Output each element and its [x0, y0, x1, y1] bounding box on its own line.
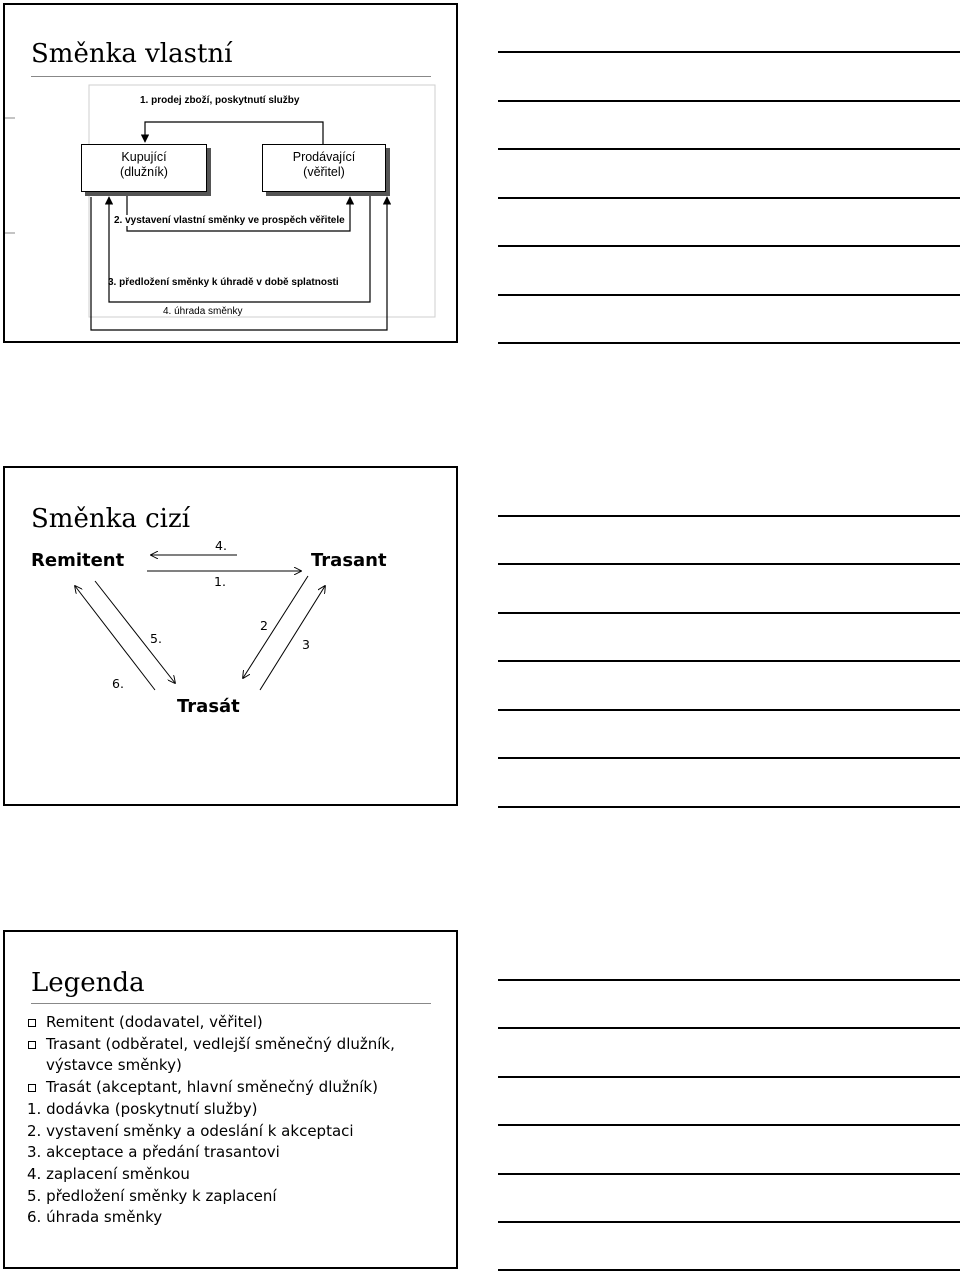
note-line	[498, 757, 960, 759]
legend-item: 1. dodávka (poskytnutí služby)	[27, 1099, 258, 1118]
slide3-title: Legenda	[31, 968, 145, 998]
note-line	[498, 245, 960, 247]
note-line	[498, 1173, 960, 1175]
label-2: 2	[260, 618, 268, 633]
label-6: 6.	[112, 676, 124, 691]
node-remitent: Remitent	[31, 550, 125, 571]
note-line	[498, 709, 960, 711]
legend-item: výstavce směnky)	[46, 1056, 182, 1075]
note-line	[498, 1076, 960, 1078]
slide2-title: Směnka cizí	[31, 504, 191, 534]
note-line	[498, 51, 960, 53]
label-step1: 1. prodej zboží, poskytnutí služby	[140, 95, 300, 106]
arrow-step1	[145, 122, 323, 144]
slide-bill-of-exchange	[3, 466, 458, 806]
legend-item: Trasát (akceptant, hlavní směnečný dlužník)	[27, 1077, 437, 1099]
legend-item: 5. předložení směnky k zaplacení	[27, 1186, 277, 1205]
arrow-5	[95, 581, 175, 683]
label-step3: 3. předložení směnky k úhradě v době splatnosti	[108, 277, 339, 288]
note-line	[498, 612, 960, 614]
node-trasant: Trasant	[311, 550, 387, 571]
legend-item: 6. úhrada směnky	[27, 1208, 163, 1227]
square-bullet-icon	[28, 1084, 36, 1092]
seller-box: Prodávající (věřitel)	[262, 144, 386, 192]
legend-item: Remitent (dodavatel, věřitel)	[27, 1012, 437, 1034]
legend-list	[27, 1012, 437, 1229]
note-line	[498, 294, 960, 296]
note-line	[498, 342, 960, 344]
note-line	[498, 660, 960, 662]
legend-item: 3. akceptace a předání trasantovi	[27, 1143, 280, 1162]
note-line	[498, 515, 960, 517]
square-bullet-icon	[28, 1041, 36, 1049]
note-line	[498, 1269, 960, 1271]
note-line	[498, 1124, 960, 1126]
slide-promissory-note	[3, 3, 458, 343]
slide1-title: Směnka vlastní	[31, 39, 233, 69]
buyer-box: Kupující (dlužník)	[81, 144, 207, 192]
label-5: 5.	[150, 631, 162, 646]
slide-legend	[3, 930, 458, 1269]
note-line	[498, 563, 960, 565]
label-step4: 4. úhrada směnky	[163, 306, 243, 317]
note-line	[498, 148, 960, 150]
arrow-3	[260, 586, 325, 690]
label-4: 4.	[215, 538, 227, 553]
legend-item: 2. vystavení směnky a odeslání k akceptaci	[27, 1121, 354, 1140]
arrow-2	[243, 576, 308, 678]
note-line	[498, 1027, 960, 1029]
square-bullet-icon	[28, 1019, 36, 1027]
note-line	[498, 197, 960, 199]
note-line	[498, 806, 960, 808]
label-step2: 2. vystavení vlastní směnky ve prospěch věřitele	[114, 215, 345, 226]
arrow-6	[75, 586, 155, 690]
node-trasat: Trasát	[177, 696, 240, 717]
note-line	[498, 979, 960, 981]
note-line	[498, 100, 960, 102]
legend-item: Trasant (odběratel, vedlejší směnečný dlužník,	[27, 1034, 437, 1056]
legend-item: 4. zaplacení směnkou	[27, 1164, 190, 1183]
note-line	[498, 1221, 960, 1223]
label-1: 1.	[214, 574, 226, 589]
label-3: 3	[302, 637, 310, 652]
